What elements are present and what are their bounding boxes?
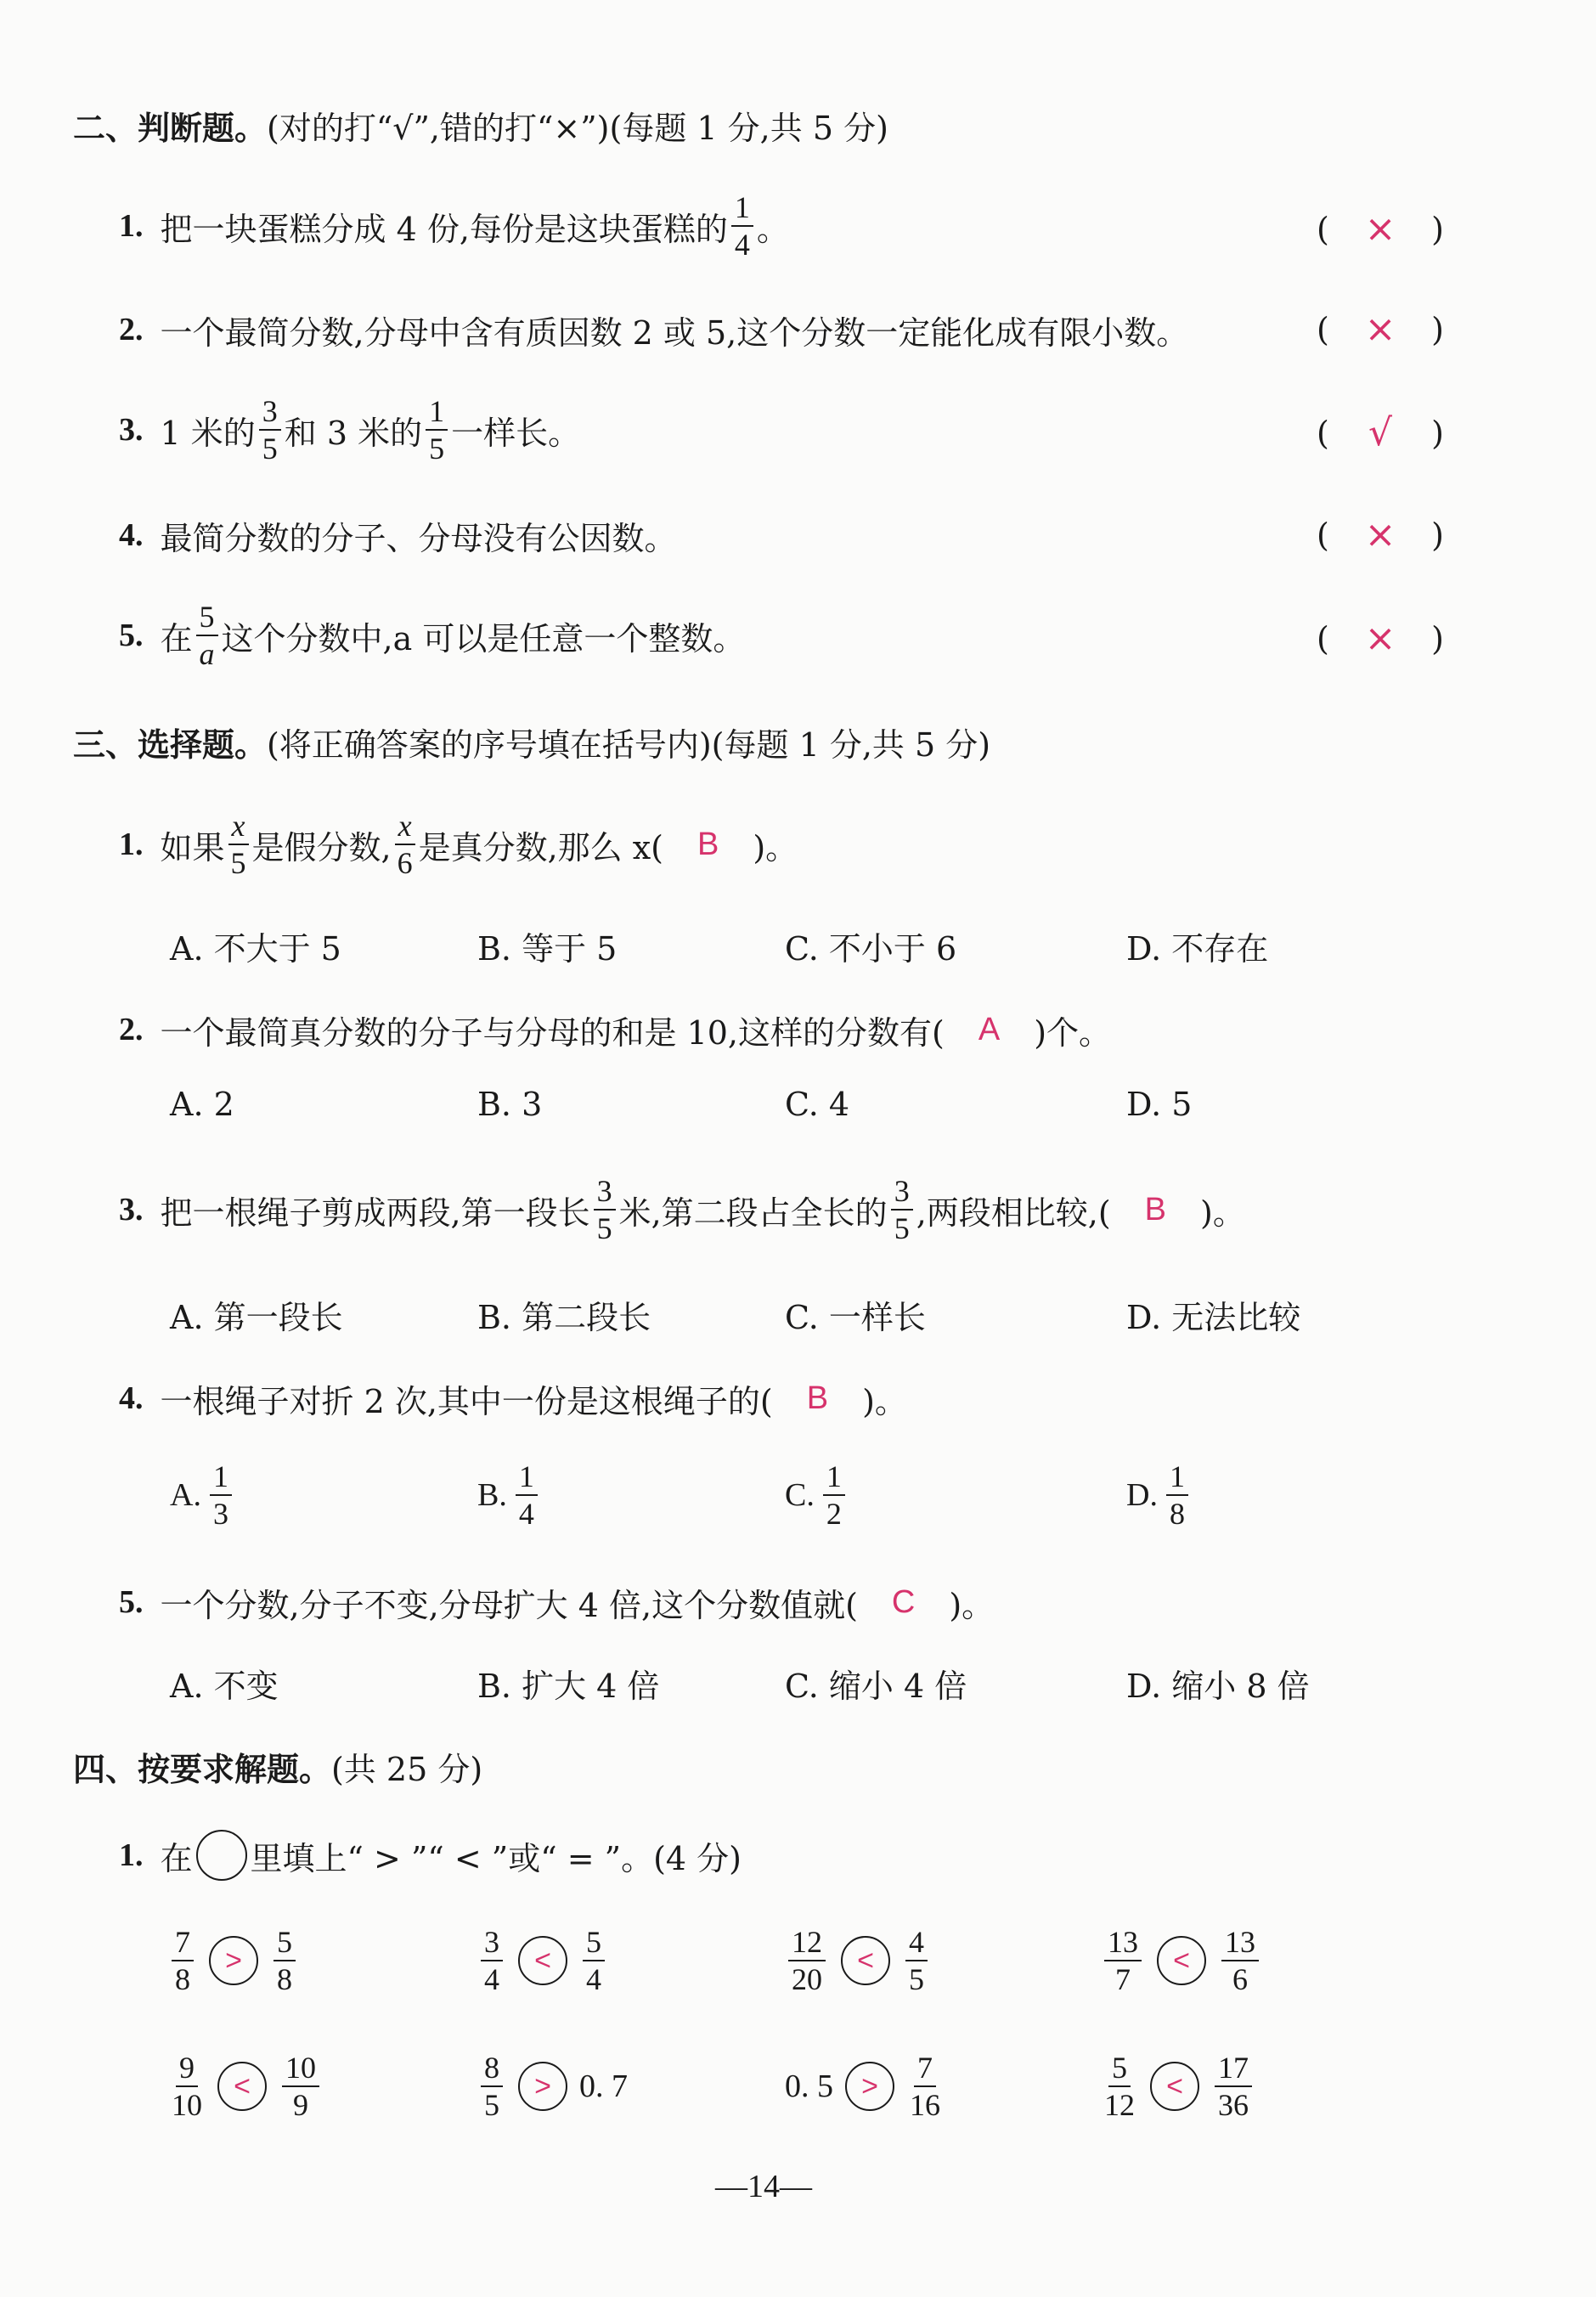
option-b (477, 923, 617, 969)
item-number: 1. (119, 208, 144, 244)
denominator: 20 (792, 1962, 822, 1996)
paren-close: ) (1431, 210, 1444, 248)
denominator: 6 (1232, 1962, 1248, 1996)
paren-close: ) (1431, 310, 1444, 348)
item-text: 是真分数,那么 x( (418, 828, 663, 866)
item-number: 5. (119, 1584, 144, 1620)
item-text: 米,第二段占全长的 (618, 1194, 888, 1232)
numerator: 5 (196, 601, 218, 636)
denominator: 5 (262, 432, 278, 466)
comparison-circle: < (518, 1936, 567, 1985)
option-text: D. 5 (1126, 1086, 1193, 1123)
section-3-heading (73, 719, 990, 765)
numerator: 12 (788, 1927, 826, 1961)
fraction (274, 1927, 296, 1995)
option-d (1126, 1660, 1310, 1707)
item-number: 4. (119, 1380, 144, 1416)
page-number: —14— (715, 2169, 812, 2204)
numerator: x (395, 810, 415, 845)
answer-letter: B (806, 1380, 829, 1416)
comparison-4 (1101, 1927, 1262, 1995)
paren-open: ( (1317, 210, 1329, 248)
option-b (477, 1291, 651, 1338)
denominator: 8 (175, 1962, 190, 1996)
comparison-circle: < (217, 2062, 267, 2111)
comparison-circle: > (845, 2062, 894, 2111)
item-text: 一个最简真分数的分子与分母的和是 10,这样的分数有( (160, 1013, 945, 1052)
fraction (172, 2052, 202, 2120)
option-label: B. (477, 1477, 507, 1513)
denominator: 5 (909, 1962, 924, 1996)
fill-question-1 (119, 1828, 742, 1882)
option-c (785, 1660, 967, 1707)
option-b (477, 1086, 542, 1123)
option-a (170, 1291, 343, 1338)
answer-paren-3 (1317, 411, 1444, 454)
numerator: 1 (516, 1461, 538, 1496)
numerator: x (228, 810, 249, 845)
option-label: D. (1126, 1477, 1158, 1513)
denominator: 3 (212, 1497, 228, 1531)
numerator: 7 (172, 1927, 194, 1961)
numerator: 10 (282, 2052, 319, 2087)
choice-question-2 (119, 1006, 1111, 1053)
fraction (196, 601, 218, 669)
paren-open: ( (1317, 414, 1329, 452)
option-a (170, 1086, 234, 1123)
fraction (172, 1927, 194, 1995)
fraction (481, 1927, 503, 1995)
answer-paren-5 (1317, 617, 1444, 660)
option-text: A. 2 (170, 1086, 234, 1123)
fraction (395, 810, 415, 878)
item-text: ,两段相比较,( (916, 1194, 1111, 1232)
comparison-6 (477, 2052, 628, 2120)
item-text: 在 (160, 1839, 193, 1877)
item-number: 4. (119, 517, 144, 553)
numerator: 1 (823, 1461, 845, 1496)
item-number: 1. (119, 827, 144, 862)
answer-mark: √ (1368, 411, 1393, 454)
numerator: 3 (481, 1927, 503, 1961)
numerator: 7 (914, 2052, 936, 2087)
option-b (477, 1461, 541, 1529)
choice-question-5 (119, 1578, 994, 1626)
fraction (1215, 2052, 1252, 2120)
fraction (1221, 1927, 1259, 1995)
item-text: 是假分数, (251, 828, 392, 866)
denominator: 7 (1115, 1962, 1131, 1996)
denominator: 5 (894, 1211, 910, 1245)
numerator: 13 (1104, 1927, 1142, 1961)
option-text: A. 不大于 5 (170, 930, 341, 968)
numerator: 5 (1108, 2052, 1131, 2087)
judge-item-5 (119, 600, 745, 671)
comparison-circle: < (1157, 1936, 1206, 1985)
item-text: 一个最简分数,分母中含有质因数 2 或 5,这个分数一定能化成有限小数。 (160, 313, 1189, 352)
comparison-1 (168, 1927, 299, 1995)
item-text: )。 (949, 1586, 995, 1624)
fraction (426, 396, 448, 464)
item-text: 和 3 米的 (284, 414, 423, 452)
comparison-5 (168, 2052, 323, 2120)
numerator: 3 (259, 396, 281, 431)
answer-letter: A (978, 1011, 1001, 1047)
numerator: 1 (1166, 1461, 1188, 1496)
denominator: 4 (484, 1962, 499, 1996)
denominator: a (199, 637, 215, 671)
fraction (594, 1176, 616, 1244)
option-text: C. 缩小 4 倍 (785, 1668, 967, 1705)
fraction (282, 2052, 319, 2120)
option-text: B. 等于 5 (477, 930, 618, 968)
empty-circle-example (196, 1830, 247, 1881)
section-3-title: 三、选择题。 (73, 726, 268, 764)
denominator: 36 (1218, 2088, 1249, 2122)
option-c (785, 1086, 849, 1123)
option-d (1126, 923, 1268, 969)
fraction (228, 810, 249, 878)
item-text: )个。 (1034, 1013, 1112, 1052)
denominator: 12 (1104, 2088, 1135, 2122)
section-2-title: 二、判断题。 (73, 110, 268, 147)
decimal: 0. 7 (579, 2068, 628, 2104)
judge-item-1 (119, 192, 789, 260)
choice-question-3 (119, 1174, 1245, 1245)
judge-item-4 (119, 511, 677, 559)
option-text: B. 3 (477, 1086, 543, 1123)
comparison-8 (1101, 2052, 1255, 2120)
fraction (583, 1927, 605, 1995)
item-text: 把一根绳子剪成两段,第一段长 (160, 1194, 590, 1232)
numerator: 5 (583, 1927, 605, 1961)
denominator: 8 (1169, 1497, 1185, 1531)
answer-mark: × (1364, 617, 1396, 660)
numerator: 1 (426, 396, 448, 431)
numerator: 1 (210, 1461, 232, 1496)
fraction (731, 192, 753, 260)
judge-item-3 (119, 396, 580, 464)
denominator: 4 (734, 228, 750, 262)
numerator: 5 (274, 1927, 296, 1961)
option-text: D. 无法比较 (1126, 1299, 1301, 1336)
answer-paren-2 (1317, 308, 1444, 351)
fraction (516, 1461, 538, 1529)
numerator: 3 (891, 1176, 913, 1211)
paren-open: ( (1317, 516, 1329, 554)
section-3-note: (将正确答案的序号填在括号内)(每题 1 分,共 5 分) (267, 726, 991, 764)
fraction (1104, 2052, 1135, 2120)
section-4-title: 四、按要求解题。 (73, 1751, 332, 1788)
option-label: C. (785, 1477, 815, 1513)
denominator: 5 (484, 2088, 499, 2122)
fraction (210, 1461, 232, 1529)
option-text: A. 第一段长 (170, 1299, 343, 1336)
decimal: 0. 5 (785, 2068, 833, 2104)
item-number: 5. (119, 618, 144, 653)
paren-close: ) (1431, 414, 1444, 452)
comparison-2 (477, 1927, 608, 1995)
numerator: 4 (905, 1927, 928, 1961)
numerator: 13 (1221, 1927, 1259, 1961)
comparison-3 (785, 1927, 931, 1995)
option-text: A. 不变 (170, 1668, 279, 1705)
paren-close: ) (1431, 619, 1444, 657)
section-4-heading (73, 1743, 482, 1790)
choice-question-1 (119, 809, 798, 880)
item-text: )。 (1200, 1194, 1245, 1232)
option-c (785, 923, 956, 969)
fraction (1104, 1927, 1142, 1995)
paren-open: ( (1317, 310, 1329, 348)
option-label: A. (170, 1477, 201, 1513)
fraction (481, 2052, 503, 2120)
option-text: B. 第二段长 (477, 1299, 651, 1336)
section-2-note: (对的打“√”,错的打“×”)(每题 1 分,共 5 分) (267, 110, 888, 147)
item-text: 在 (160, 619, 193, 657)
comparison-circle: > (209, 1936, 258, 1985)
denominator: 5 (230, 846, 246, 880)
item-text: 里填上“ > ”“ < ”或“ = ”。(4 分) (250, 1839, 742, 1877)
fraction (823, 1461, 845, 1529)
option-text: C. 4 (785, 1086, 850, 1123)
option-text: C. 不小于 6 (785, 930, 957, 968)
option-b (477, 1660, 659, 1707)
item-number: 1. (119, 1837, 144, 1873)
comparison-circle: < (1150, 2062, 1199, 2111)
paren-close: ) (1431, 516, 1444, 554)
choice-question-4 (119, 1374, 907, 1422)
denominator: 9 (293, 2088, 308, 2122)
numerator: 9 (176, 2052, 198, 2087)
option-text: B. 扩大 4 倍 (477, 1668, 660, 1705)
option-d (1126, 1461, 1192, 1529)
section-2-heading (73, 102, 888, 149)
comparison-circle: > (518, 2062, 567, 2111)
option-d (1126, 1086, 1192, 1123)
item-text: )。 (862, 1382, 907, 1420)
denominator: 2 (826, 1497, 842, 1531)
fraction (259, 396, 281, 464)
numerator: 17 (1215, 2052, 1252, 2087)
fraction (1166, 1461, 1188, 1529)
option-a (170, 923, 341, 969)
item-text: 把一块蛋糕分成 4 份,每份是这块蛋糕的 (160, 210, 728, 248)
item-number: 2. (119, 1012, 144, 1047)
option-text: D. 不存在 (1126, 930, 1269, 968)
item-text: 。 (756, 210, 789, 248)
option-c (785, 1461, 849, 1529)
item-text: 一样长。 (451, 414, 581, 452)
fraction (910, 2052, 940, 2120)
numerator: 1 (731, 192, 753, 227)
option-a (170, 1660, 279, 1707)
option-text: C. 一样长 (785, 1299, 926, 1336)
denominator: 6 (397, 846, 413, 880)
item-number: 3. (119, 1192, 144, 1228)
denominator: 4 (518, 1497, 534, 1531)
answer-mark: × (1364, 207, 1396, 251)
option-text: D. 缩小 8 倍 (1126, 1668, 1310, 1705)
fraction (905, 1927, 928, 1995)
numerator: 3 (594, 1176, 616, 1211)
item-number: 3. (119, 412, 144, 448)
item-text: )。 (753, 828, 798, 866)
denominator: 10 (172, 2088, 202, 2122)
denominator: 4 (586, 1962, 601, 1996)
option-a (170, 1461, 235, 1529)
paren-open: ( (1317, 619, 1329, 657)
denominator: 16 (910, 2088, 940, 2122)
option-d (1126, 1291, 1300, 1338)
item-text: 一个分数,分子不变,分母扩大 4 倍,这个分数值就( (160, 1586, 858, 1624)
fraction (891, 1176, 913, 1244)
item-text: 最简分数的分子、分母没有公因数。 (160, 519, 677, 557)
answer-mark: × (1364, 308, 1396, 351)
denominator: 5 (429, 432, 445, 466)
item-text: 一根绳子对折 2 次,其中一份是这根绳子的( (160, 1382, 773, 1420)
option-c (785, 1291, 926, 1338)
denominator: 8 (277, 1962, 292, 1996)
comparison-circle: < (841, 1936, 890, 1985)
answer-letter: B (1144, 1191, 1167, 1228)
answer-letter: C (891, 1583, 916, 1620)
answer-letter: B (697, 826, 719, 862)
fraction (788, 1927, 826, 1995)
section-4-note: (共 25 分) (331, 1751, 483, 1788)
item-number: 2. (119, 312, 144, 347)
answer-mark: × (1364, 513, 1396, 556)
denominator: 5 (596, 1211, 612, 1245)
judge-item-2 (119, 306, 1188, 353)
item-text: 这个分数中,a 可以是任意一个整数。 (221, 619, 746, 657)
answer-paren-4 (1317, 513, 1444, 556)
answer-paren-1 (1317, 207, 1444, 251)
numerator: 8 (481, 2052, 503, 2087)
item-text: 如果 (160, 828, 225, 866)
comparison-7 (785, 2052, 944, 2120)
item-text: 1 米的 (160, 414, 256, 452)
